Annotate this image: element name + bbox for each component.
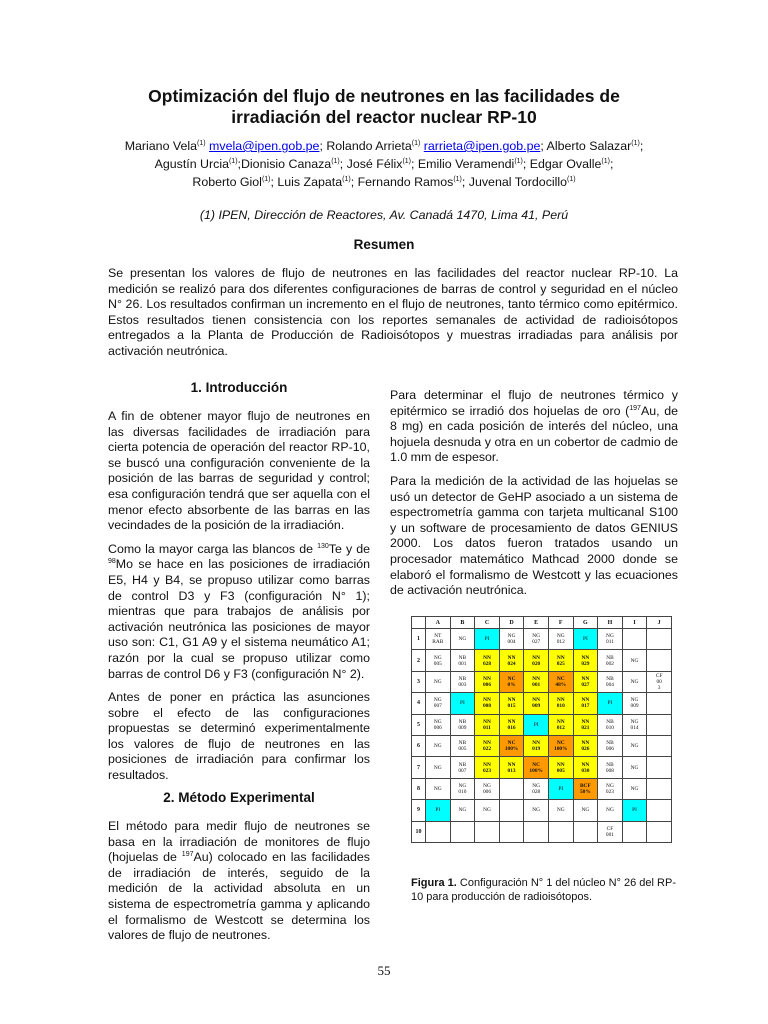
grid-cell: [622, 821, 647, 842]
grid-row-header: 5: [412, 714, 426, 735]
grid-cell: NB 007: [450, 757, 475, 778]
grid-cell: [647, 800, 672, 821]
grid-cell: [499, 821, 524, 842]
author: Roberto Giol: [192, 175, 262, 190]
grid-cell: NG: [622, 778, 647, 799]
section-heading-introduccion: 1. Introducción: [190, 380, 288, 395]
grid-cell: NN 025: [548, 650, 573, 671]
grid-cell: NN 009: [524, 693, 549, 714]
grid-cell: [548, 821, 573, 842]
grid-cell: NB 010: [598, 714, 623, 735]
email-link[interactable]: mvela@ipen.gob.pe: [209, 139, 320, 154]
grid-cell: NG: [426, 735, 451, 756]
grid-corner: [412, 617, 426, 629]
author: Agustín Urcia: [154, 157, 229, 172]
author: ;Dionisio Canaza: [237, 157, 332, 172]
grid-row-header: 10: [412, 821, 426, 842]
grid-row-header: 2: [412, 650, 426, 671]
grid-cell: NG: [622, 671, 647, 692]
paragraph: Para la medición de la actividad de las hojuelas se usó un detector de GeHP asociado a un sistema de espectrometría gamma con tarjeta multicanal S100 y un software de procesamiento de datos GENIUS 2000. Los datos fueron tratados usando un procesador matemático Mathcad 2000 donde se elaboró el formalismo de Westcott y las ecuaciones de activación neutrónica.: [390, 473, 678, 598]
grid-row-header: 8: [412, 778, 426, 799]
grid-row-header: 1: [412, 629, 426, 650]
author: ; Emilio Veramendi: [411, 157, 515, 172]
grid-cell: [647, 821, 672, 842]
grid-cell: NG 004: [499, 629, 524, 650]
author: ; Luis Zapata: [270, 175, 343, 190]
grid-cell: NN 027: [573, 671, 598, 692]
paragraph: El método para medir flujo de neutrones se basa en la irradiación de monitores de flujo (hojuelas de $^{197}$Au) colocado en las facilidades de irradiación de interés, seguido de la medición de la actividad absoluta en un sistema de espectrometría gamma y aplicando el formalismo de Westcott se determina los valores de flujo de neutrones.: [108, 819, 370, 943]
right-column: [390, 388, 678, 607]
grid-cell: NG: [450, 629, 475, 650]
grid-column-header: E: [524, 617, 549, 629]
grid-cell: [475, 821, 500, 842]
grid-row-header: 7: [412, 757, 426, 778]
grid-cell: NN 029: [573, 650, 598, 671]
grid-cell: NN 010: [548, 693, 573, 714]
left-column: [108, 409, 370, 792]
author: ; Alberto Salazar: [540, 139, 632, 154]
grid-row-header: 3: [412, 671, 426, 692]
core-grid-table: [411, 616, 672, 843]
grid-column-header: A: [426, 617, 451, 629]
grid-column-header: J: [647, 617, 672, 629]
grid-cell: NC 100%: [524, 757, 549, 778]
grid-cell: NN 026: [573, 735, 598, 756]
grid-cell: NG 023: [598, 778, 623, 799]
grid-cell: NN 030: [573, 757, 598, 778]
grid-row: [412, 800, 672, 821]
grid-cell: PI: [524, 714, 549, 735]
grid-cell: NB 009: [450, 714, 475, 735]
grid-cell: NB 002: [598, 650, 623, 671]
grid-cell: NG 006: [475, 778, 500, 799]
grid-cell: NC 48%: [548, 671, 573, 692]
paragraph: Para determinar el flujo de neutrones térmico y epitérmico se irradió dos hojuelas de oro ($^{197}$Au, de 8 mg) en cada posición de interés del núcleo, una hojuela desnuda y otra en un cobertor de cadmio de 1.0 mm de espesor.: [390, 388, 678, 465]
grid-cell: NC 100%: [548, 735, 573, 756]
grid-cell: NC 0%: [499, 671, 524, 692]
section-heading-metodo: 2. Método Experimental: [163, 790, 315, 805]
grid-cell: [499, 778, 524, 799]
grid-column-header: C: [475, 617, 500, 629]
grid-cell: PI: [426, 800, 451, 821]
abstract-heading: Resumen: [353, 237, 415, 252]
grid-cell: NG: [622, 650, 647, 671]
grid-column-header: I: [622, 617, 647, 629]
grid-cell: [647, 650, 672, 671]
grid-cell: [573, 821, 598, 842]
grid-cell: NN 012: [548, 714, 573, 735]
grid-cell: [524, 821, 549, 842]
grid-cell: NG: [622, 735, 647, 756]
grid-row: [412, 778, 672, 799]
author-list: Mariano Vela$^{(1)}$ mvela@ipen.gob.pe; Rolando Arrieta$^{(1)}$ rarrieta@ipen.gob.pe; Alberto Salazar$^{(1)}$; Agustín Urcia$^{(1)}$;Dionisio Canaza$^{(1)}$; José Félix$^{(1)}$; Emilio Veramendi$^{(1)}$; Edgar Ovalle$^{(1)}$; Roberto Giol$^{(1)}$; Luis Zapata$^{(1)}$; Fernando Ramos$^{(1)}$; Juvenal Tordocillo$^{(1)}$: [124, 139, 644, 190]
paper-title: [60, 86, 708, 128]
grid-cell: NG 014: [622, 714, 647, 735]
grid-cell: NG 005: [426, 650, 451, 671]
paragraph: A fin de obtener mayor flujo de neutrones en las diversas facilidades de irradiación para cierta potencia de operación del reactor RP-10, se buscó una configuración conveniente de la posición de las barras de seguridad y control; esa configuración tendrá que ser aquella con el menor efecto absorbente de las barras en las vecindades de la posición de la irradiación.: [108, 409, 370, 533]
grid-cell: [647, 778, 672, 799]
grid-cell: [647, 735, 672, 756]
grid-cell: NN 024: [499, 650, 524, 671]
grid-cell: NG: [622, 757, 647, 778]
grid-cell: NN 019: [524, 735, 549, 756]
grid-cell: [647, 693, 672, 714]
grid-cell: NN 008: [475, 693, 500, 714]
grid-cell: NG: [548, 800, 573, 821]
page-number: 55: [377, 963, 391, 978]
paragraph: Como la mayor carga las blancos de $^{130}$Te y de $^{98}$Mo se hace en las posiciones de irradiación E5, H4 y B4, se propuso utilizar como barras de control D3 y F3 (configuración N° 1); mientras que para trabajos de análisis por activación neutrónica las posiciones de mayor uso son: C1, G1 A9 y el sistema neumático A1; razón por la cual se propuso utilizar como barras de control D6 y F3 (configuración N° 2).: [108, 541, 371, 681]
grid-cell: [450, 821, 475, 842]
grid-row-header: 4: [412, 693, 426, 714]
grid-cell: NB 003: [450, 671, 475, 692]
grid-column-header: H: [598, 617, 623, 629]
grid-cell: NG: [426, 757, 451, 778]
grid-cell: BCF 50%: [573, 778, 598, 799]
grid-cell: NN 011: [475, 714, 500, 735]
grid-cell: NN 020: [524, 650, 549, 671]
grid-row: [412, 671, 672, 692]
left-column-metodo: [108, 819, 370, 952]
grid-cell: NG: [450, 800, 475, 821]
author: ; Juvenal Tordocillo: [461, 175, 568, 190]
grid-column-header: F: [548, 617, 573, 629]
grid-cell: NG 028: [524, 778, 549, 799]
grid-cell: [622, 629, 647, 650]
grid-cell: NN 001: [524, 671, 549, 692]
author: ; José Félix: [339, 157, 403, 172]
grid-column-header: G: [573, 617, 598, 629]
grid-cell: PI: [573, 629, 598, 650]
grid-cell: [426, 821, 451, 842]
title-line-2: irradiación del reactor nuclear RP-10: [231, 107, 537, 127]
grid-cell: PI: [622, 800, 647, 821]
grid-cell: NN 028: [475, 650, 500, 671]
grid-cell: NG: [524, 800, 549, 821]
grid-row-header: 6: [412, 735, 426, 756]
grid-cell: NG 012: [548, 629, 573, 650]
grid-cell: PI: [475, 629, 500, 650]
grid-row: [412, 735, 672, 756]
grid-row: [412, 821, 672, 842]
author: ; Rolando Arrieta: [319, 139, 412, 154]
grid-cell: [647, 629, 672, 650]
grid-cell: NB 004: [598, 671, 623, 692]
grid-column-header: B: [450, 617, 475, 629]
grid-header-row: [412, 617, 672, 629]
grid-cell: NG: [426, 778, 451, 799]
grid-cell: CF 001: [598, 821, 623, 842]
abstract-text: Se presentan los valores de flujo de neutrones en las facilidades del reactor nuclear RP-10. La medición se realizó para dos diferentes configuraciones de barras de control y seguridad en el núcleo N° 26. Los resultados confirman un incremento en el flujo de neutrones, tanto térmico como epitérmico. Estos resultados tienen consistencia con los reportes semanales de actividad de radioisótopos entregados a la Planta de Producción de Radioisótopos y muestras irradiadas para análisis por activación neutrónica.: [108, 266, 678, 358]
title-line-1: Optimización del flujo de neutrones en las facilidades de: [148, 86, 620, 106]
grid-cell: NG 011: [598, 629, 623, 650]
grid-cell: NN 021: [573, 714, 598, 735]
grid-cell: NN 005: [548, 757, 573, 778]
grid-cell: PI: [598, 693, 623, 714]
grid-cell: NG: [598, 800, 623, 821]
affiliation: (1) IPEN, Dirección de Reactores, Av. Canadá 1470, Lima 41, Perú: [199, 208, 569, 222]
grid-cell: NN 015: [499, 693, 524, 714]
grid-cell: NN 022: [475, 735, 500, 756]
grid-cell: NN 006: [475, 671, 500, 692]
author: ; Fernando Ramos: [350, 175, 454, 190]
grid-cell: [647, 714, 672, 735]
grid-cell: NN 017: [573, 693, 598, 714]
grid-cell: PI: [450, 693, 475, 714]
grid-row: [412, 650, 672, 671]
figure-caption: Figura 1. Configuración N° 1 del núcleo N° 26 del RP-10 para producción de radioisótopos.: [411, 877, 676, 903]
grid-cell: NG: [475, 800, 500, 821]
grid-cell: NB 006: [598, 735, 623, 756]
grid-row: [412, 757, 672, 778]
author: Mariano Vela: [124, 139, 198, 154]
grid-cell: NG 006: [426, 714, 451, 735]
grid-cell: NG 010: [450, 778, 475, 799]
paragraph: Antes de poner en práctica las asunciones sobre el efecto de las configuraciones propuestas se determinó experimentalmente los valores de flujo de neutrones en las posiciones de irradiación para confirmar los resultados.: [108, 690, 370, 783]
author: ; Edgar Ovalle: [522, 157, 602, 172]
grid-cell: CF 00 3: [647, 671, 672, 692]
grid-cell: NN 013: [499, 757, 524, 778]
grid-column-header: D: [499, 617, 524, 629]
grid-row: [412, 629, 672, 650]
grid-cell: PI: [548, 778, 573, 799]
grid-row: [412, 693, 672, 714]
grid-cell: NG: [426, 671, 451, 692]
grid-cell: NB 008: [598, 757, 623, 778]
grid-cell: NC 100%: [499, 735, 524, 756]
grid-cell: NN 016: [499, 714, 524, 735]
grid-cell: NG 027: [524, 629, 549, 650]
core-configuration-figure: [411, 616, 672, 843]
email-link[interactable]: rarrieta@ipen.gob.pe: [423, 139, 541, 154]
grid-cell: NB 001: [450, 650, 475, 671]
grid-row-header: 9: [412, 800, 426, 821]
grid-cell: NG 007: [426, 693, 451, 714]
grid-cell: [647, 757, 672, 778]
grid-cell: NN 023: [475, 757, 500, 778]
grid-cell: NT RAB: [426, 629, 451, 650]
grid-cell: NG: [573, 800, 598, 821]
grid-row: [412, 714, 672, 735]
grid-cell: NG 009: [622, 693, 647, 714]
grid-cell: NB 005: [450, 735, 475, 756]
grid-cell: [499, 800, 524, 821]
